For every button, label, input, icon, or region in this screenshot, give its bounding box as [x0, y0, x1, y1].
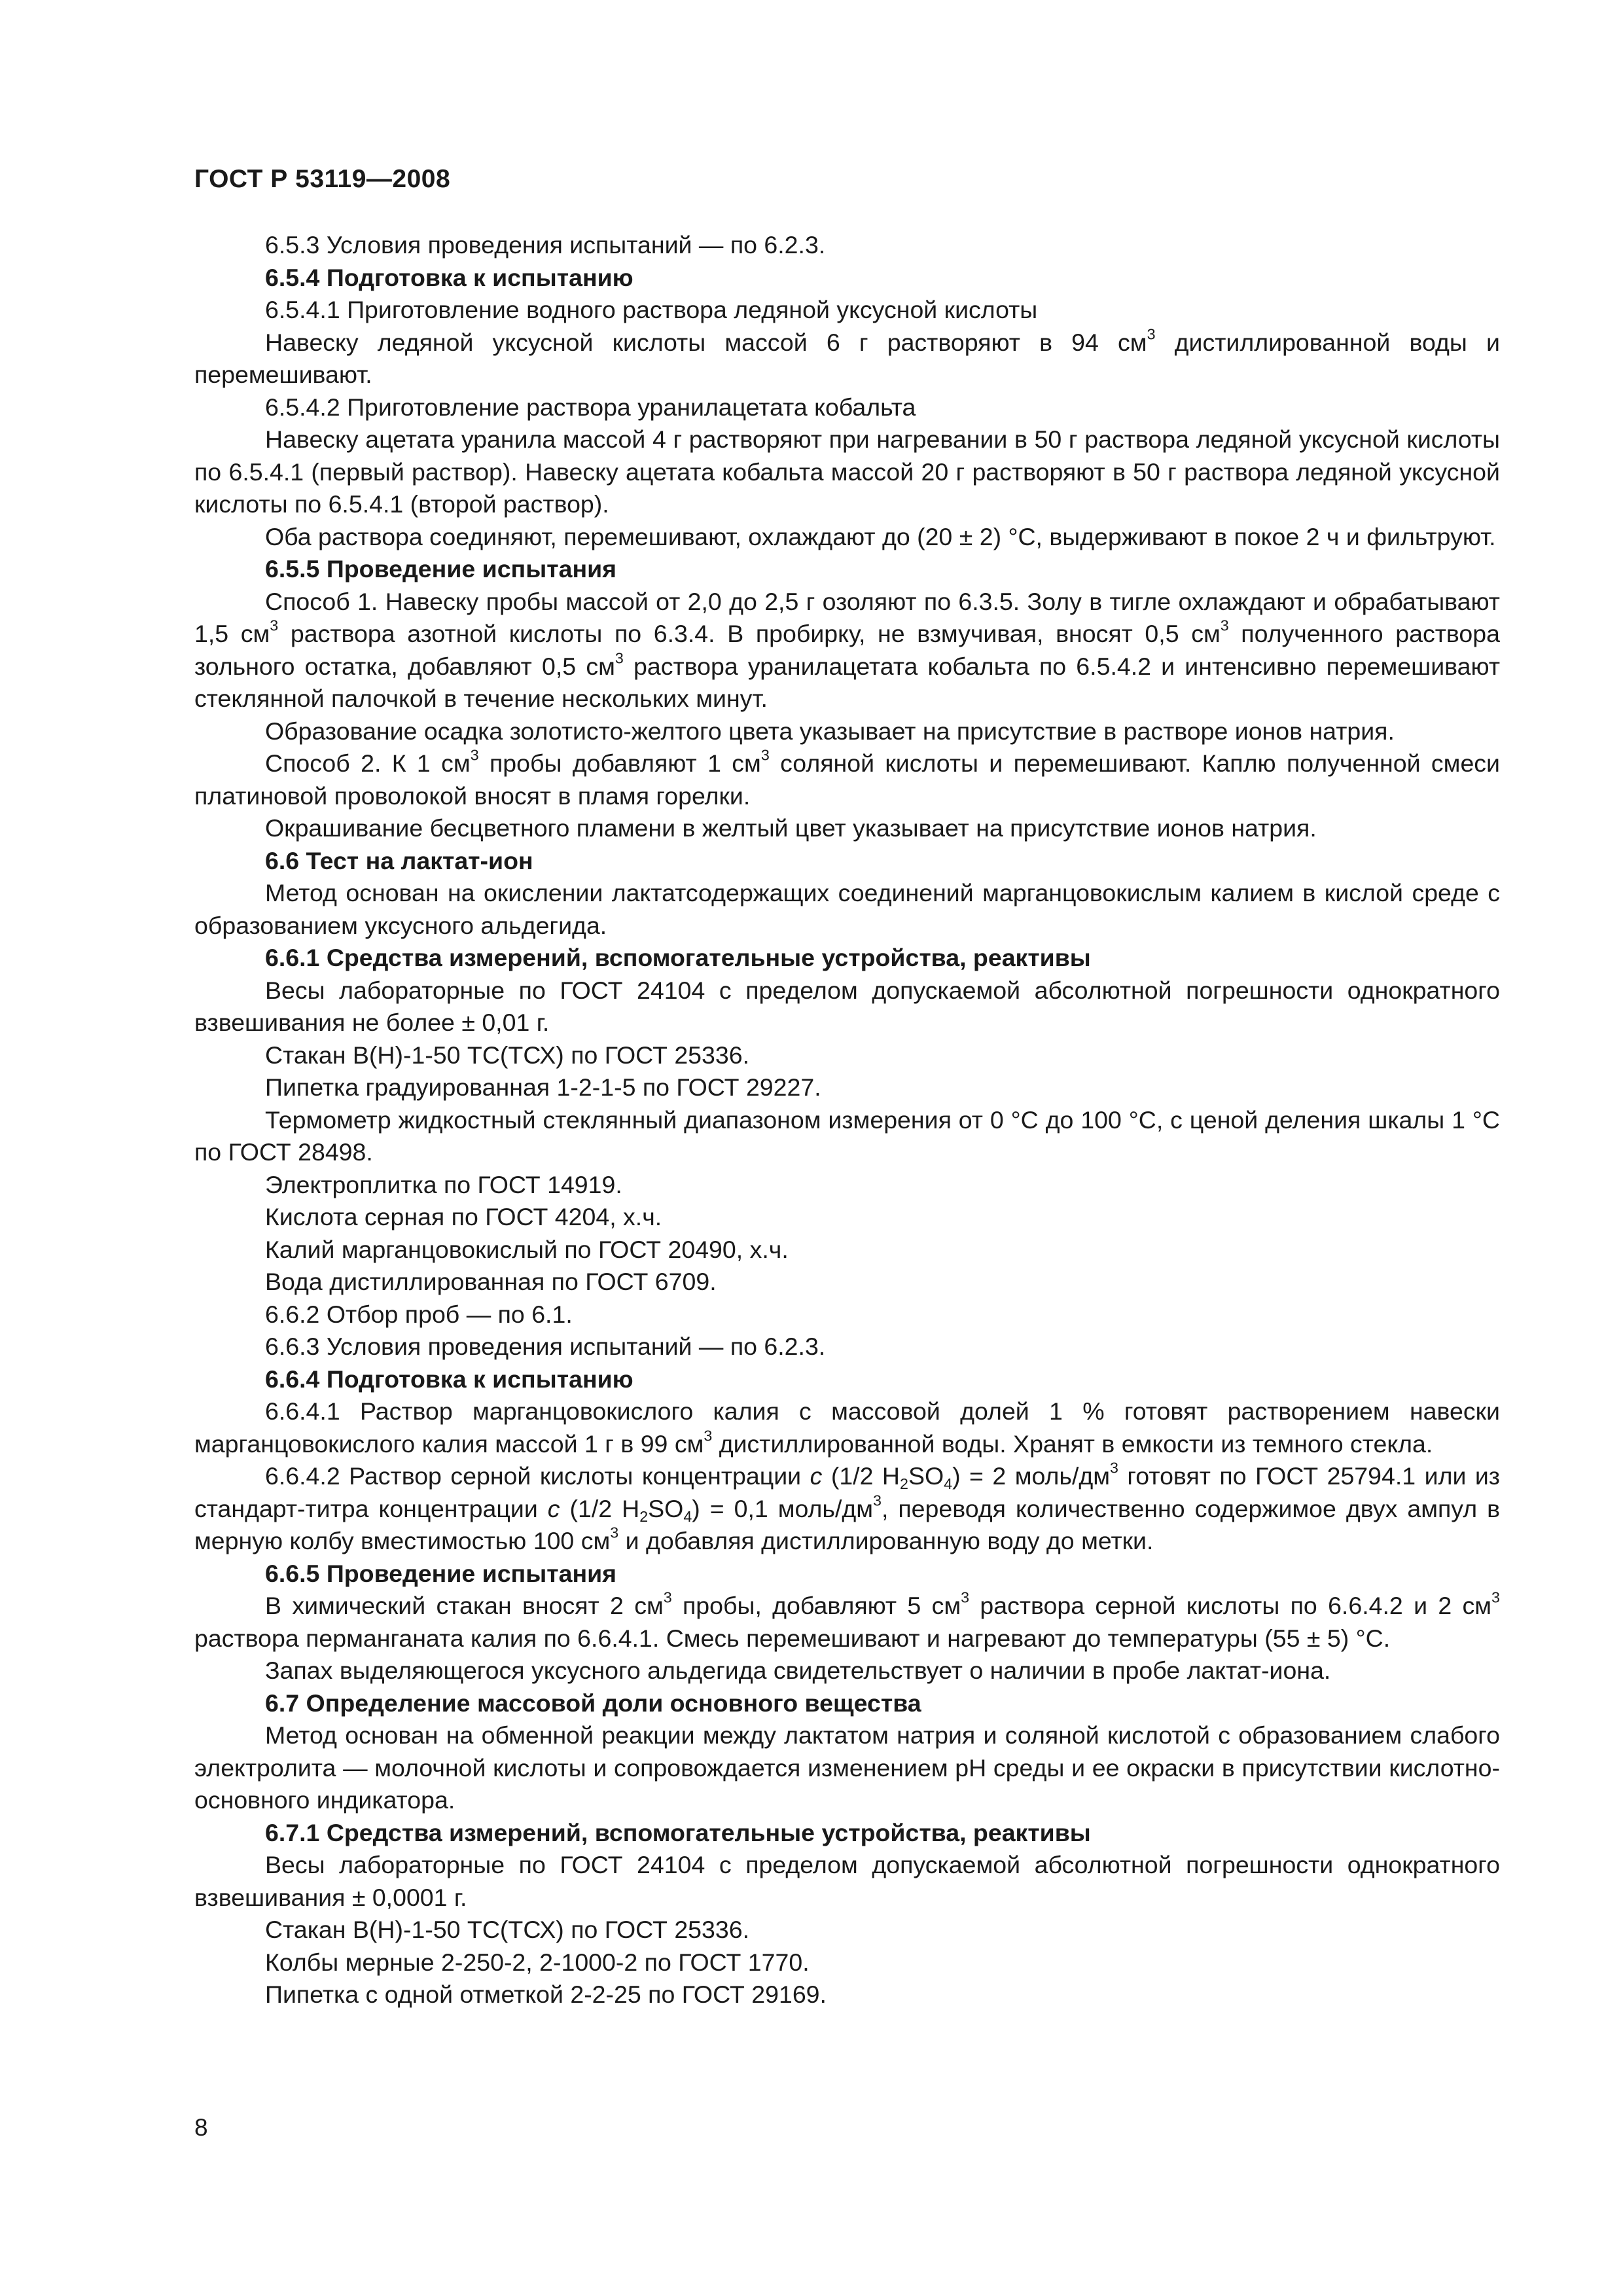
paragraph: Вода дистиллированная по ГОСТ 6709.	[265, 1268, 717, 1295]
paragraph: Весы лабораторные по ГОСТ 24104 с пределом допускаемой абсолютной погрешности однократного взвешивания не более ± 0,01 г.	[194, 976, 1500, 1036]
paragraph: Запах выделяющегося уксусного альдегида свидетельствует о наличии в пробе лактат-иона.	[265, 1657, 1331, 1684]
paragraph: Кислота серная по ГОСТ 4204, х.ч.	[265, 1203, 662, 1230]
paragraph: Окрашивание бесцветного пламени в желтый цвет указывает на присутствие ионов натрия.	[265, 814, 1317, 842]
paragraph: 6.6.2 Отбор проб — по 6.1.	[265, 1300, 573, 1328]
page-number: 8	[194, 2114, 208, 2141]
paragraph: Калий марганцовокислый по ГОСТ 20490, х.ч.	[265, 1235, 789, 1263]
section-heading: 6.6 Тест на лактат-ион	[265, 846, 533, 874]
paragraph: Пипетка с одной отметкой 2-2-25 по ГОСТ 29169.	[265, 1981, 827, 2008]
paragraph: 6.6.4.1 Раствор марганцовокислого калия с массовой долей 1 % готовят растворением навески марганцовокислого калия массой 1 г в 99 $см^3$ дистиллированной воды. Хранят в емкости из темного стекла.	[194, 1397, 1500, 1458]
paragraph: Образование осадка золотисто-желтого цвета указывает на присутствие в растворе ионов натрия.	[265, 717, 1395, 745]
paragraph: Электроплитка по ГОСТ 14919.	[265, 1170, 622, 1198]
section-heading: 6.6.4 Подготовка к испытанию	[265, 1365, 633, 1393]
paragraph: Навеску ацетата уранила массой 4 г растворяют при нагревании в 50 г раствора ледяной уксусной кислоты по 6.5.4.1 (первый раствор). Навеску ацетата кобальта массой 20 г растворяют в 50 г раствора ледяной уксусной кислоты по 6.5.4.1 (второй раствор).	[194, 425, 1500, 518]
paragraph: 6.6.3 Условия проведения испытаний — по 6.2.3.	[265, 1333, 826, 1360]
paragraph: Колбы мерные 2-250-2, 2-1000-2 по ГОСТ 1770.	[265, 1948, 810, 1976]
paragraph: Оба раствора соединяют, перемешивают, охлаждают до (20 ± 2) °С, выдерживают в покое 2 ч и фильтруют.	[265, 522, 1496, 550]
section-heading: 6.7.1 Средства измерений, вспомогательные устройства, реактивы	[265, 1818, 1091, 1846]
paragraph: Стакан В(Н)-1-50 ТС(ТСХ) по ГОСТ 25336.	[265, 1916, 750, 1943]
paragraph: Способ 2. К 1 $см^3$ пробы добавляют 1 $см^3$ соляной кислоты и перемешивают. Каплю полученной смеси платиновой проволокой вносят в пламя горелки.	[194, 746, 1500, 810]
document-header: ГОСТ Р 53119—2008	[194, 165, 451, 193]
section-heading: 6.6.1 Средства измерений, вспомогательные устройства, реактивы	[265, 944, 1091, 971]
paragraph: 6.6.4.2 Раствор серной кислоты концентрации c (1/2 $H_2SO_4) = 2$ моль/$дм^3$ готовят по ГОСТ 25794.1 или из стандарт-титра концентрации c (1/2 $H_2SO_4) = 0,1$ моль/$дм^3$, переводя количественно содержимое двух ампул в мерную колбу вместимостью 100 $см^3$ и добавляя дистиллированную воду до метки.	[194, 1459, 1501, 1554]
section-heading: 6.7 Определение массовой доли основного вещества	[265, 1689, 921, 1717]
paragraph: Весы лабораторные по ГОСТ 24104 с пределом допускаемой абсолютной погрешности однократного взвешивания ± 0,0001 г.	[194, 1851, 1500, 1911]
paragraph: Пипетка градуированная 1-2-1-5 по ГОСТ 29227.	[265, 1073, 821, 1101]
paragraph: Стакан В(Н)-1-50 ТС(ТСХ) по ГОСТ 25336.	[265, 1041, 750, 1069]
paragraph: В химический стакан вносят 2 $см^3$ пробы, добавляют 5 $см^3$ раствора серной кислоты по 6.6.4.2 и 2 $см^3$ раствора перманганата калия по 6.6.4.1. Смесь перемешивают и нагревают до температуры (55 ± 5) °С.	[194, 1588, 1500, 1652]
paragraph: 6.5.4.1 Приготовление водного раствора ледяной уксусной кислоты	[265, 296, 1038, 323]
paragraph: Способ 1. Навеску пробы массой от 2,0 до 2,5 г озоляют по 6.3.5. Золу в тигле охлаждают и обрабатывают 1,5 $см^3$ раствора азотной кислоты по 6.3.4. В пробирку, не взмучивая, вносят 0,5 $см^3$ полученного раствора зольного остатка, добавляют 0,5 $см^3$ раствора уранилацетата кобальта по 6.5.4.2 и интенсивно перемешивают стеклянной палочкой в течение нескольких минут.	[194, 587, 1500, 712]
section-heading: 6.5.4 Подготовка к испытанию	[265, 263, 633, 291]
paragraph: Метод основан на обменной реакции между лактатом натрия и соляной кислотой с образованием слабого электролита — молочной кислоты и сопровождается изменением рН среды и ее окраски в присутствии кислотно-основного индикатора.	[194, 1721, 1500, 1814]
paragraph: 6.5.3 Условия проведения испытаний — по 6.2.3.	[265, 231, 826, 259]
document-body	[194, 229, 1500, 2011]
paragraph: Метод основан на окислении лактатсодержащих соединений марганцовокислым калием в кислой среде с образованием уксусного альдегида.	[194, 879, 1500, 939]
section-heading: 6.5.5 Проведение испытания	[265, 555, 617, 583]
section-heading: 6.6.5 Проведение испытания	[265, 1559, 617, 1587]
paragraph: Термометр жидкостный стеклянный диапазоном измерения от 0 °С до 100 °С, с ценой деления шкалы 1 °С по ГОСТ 28498.	[194, 1105, 1500, 1166]
paragraph: Навеску ледяной уксусной кислоты массой 6 г растворяют в 94 $см^3$ дистиллированной воды и перемешивают.	[194, 325, 1500, 388]
paragraph: 6.5.4.2 Приготовление раствора уранилацетата кобальта	[265, 393, 916, 421]
